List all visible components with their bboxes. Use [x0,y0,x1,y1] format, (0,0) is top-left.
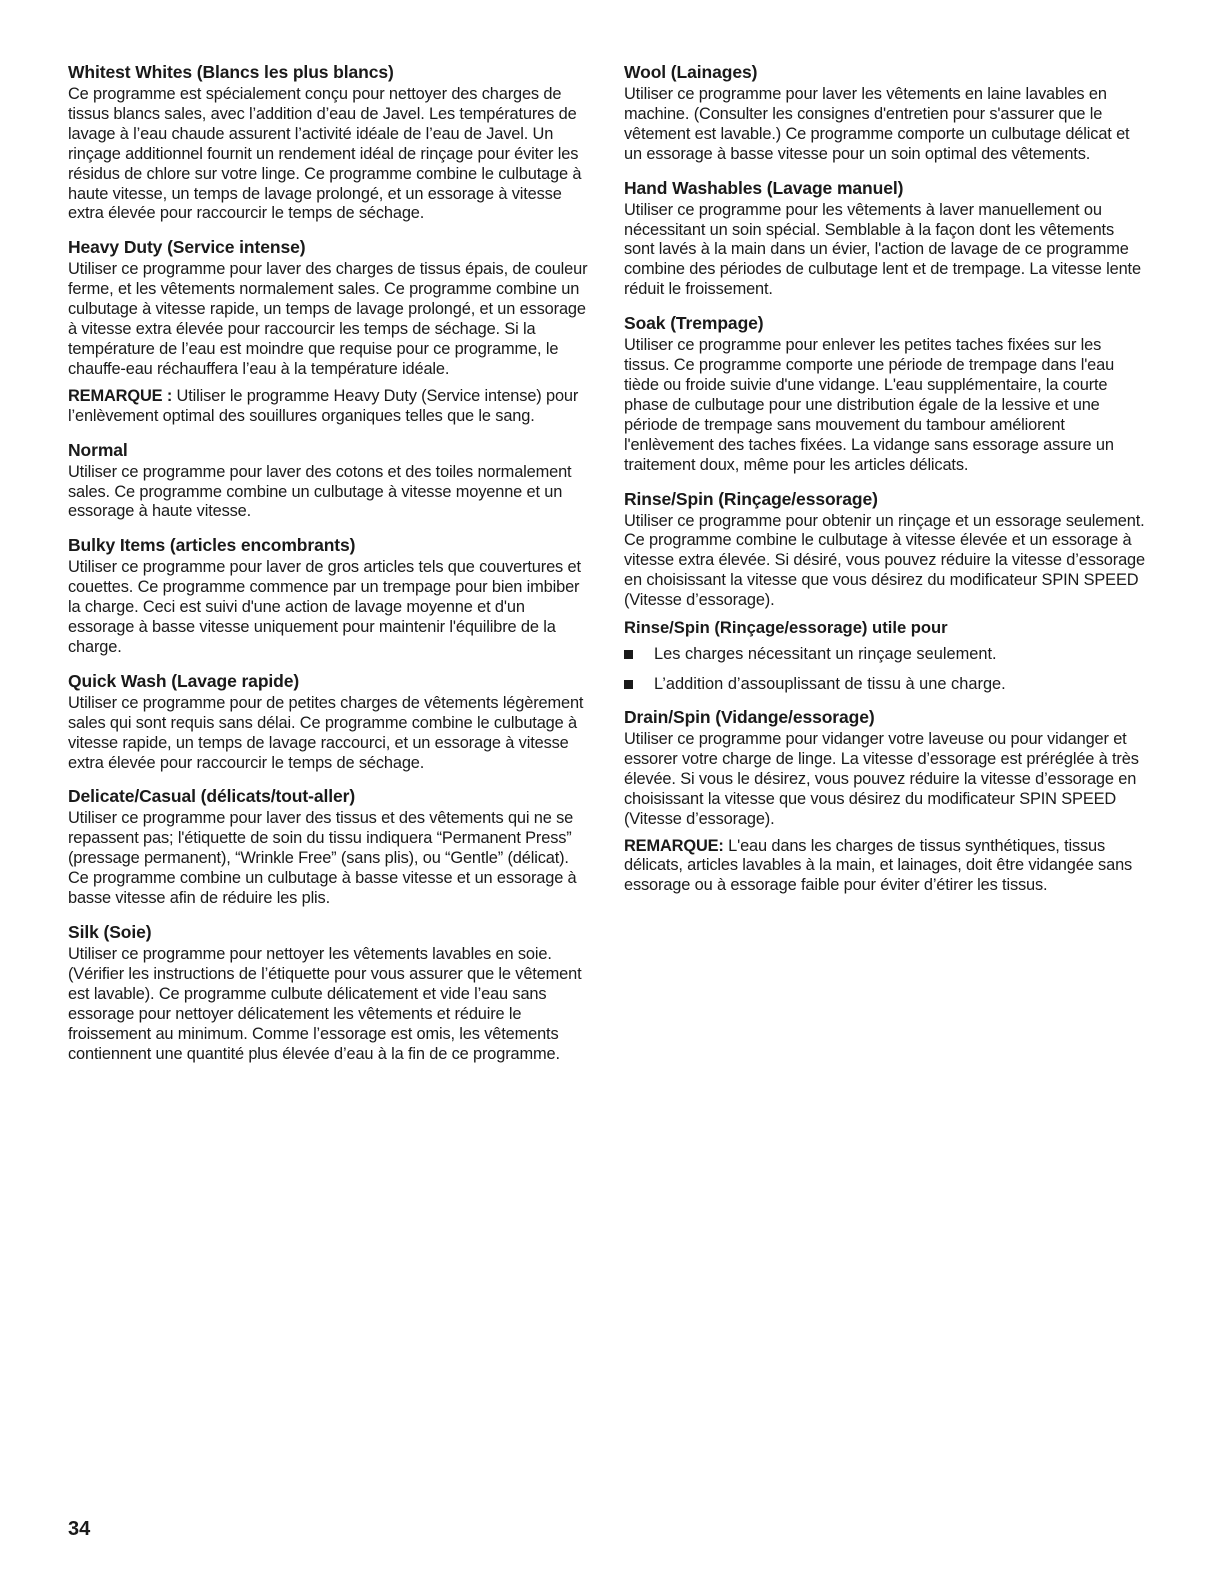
section-title: Bulky Items (articles encombrants) [68,535,356,556]
right-column [624,62,1146,909]
section-title: Quick Wash (Lavage rapide) [68,670,300,691]
section-title: Silk (Soie) [68,922,152,942]
section-title: Heavy Duty (Service intense) [68,237,306,258]
left-column [68,62,590,1077]
section-rinse-spin [624,489,1146,695]
section-title: Hand Washables (Lavage manuel) [624,177,904,198]
note-text: L'eau dans les charges de tissus synthétiques, tissus délicats, articles lavables à la main, et lainages, doit être vidangée sans essorage ou à essorage faible pour éviter d’étirer les tissus. [624,836,1133,895]
page-number: 34 [68,1518,91,1540]
section-drain-spin [624,707,1146,896]
section-body: Ce programme est spécialement conçu pour nettoyer des charges de tissus blancs sales, avec l’addition d’eau de Javel. Les températures de lavage à l’eau chaude assurent l’activité idéale de l’eau de Javel. Un rinçage additionnel fournit un rendement idéal de rinçage pour éviter les résidus de chlore sur votre linge. Ce programme combine le culbutage à haute vitesse, un temps de lavage prolongé, et un essorage à vitesse extra élevée pour raccourcir le temps de séchage. [68,85,582,223]
section-bulky-items [68,535,590,658]
section-quick-wash [68,671,590,774]
section-body: Utiliser ce programme pour nettoyer les vêtements lavables en soie. (Vérifier les instructions de l’étiquette pour vous assurer que le vêtement est lavable). Ce programme culbute délicatement et vide l’eau sans essorage pour nettoyer délicatement les vêtements et réduire le froissement au minimum. Comme l’essorage est omis, les vêtements contiennent une quantité plus élevée d’eau à la fin de ce programme. [68,945,582,1063]
note-label: REMARQUE: [624,836,724,855]
section-body: Utiliser ce programme pour de petites charges de vêtements légèrement sales qui sont requis sans délai. Ce programme combine le culbutage à vitesse rapide, un temps de lavage raccourci, et un essorage à vitesse extra élevée pour raccourcir le temps de séchage. [68,693,584,772]
note-text: Utiliser le programme Heavy Duty (Service intense) pour l’enlèvement optimal des souillures organiques telles que le sang. [68,386,579,425]
section-title: Soak (Trempage) [624,313,764,334]
section-body: Utiliser ce programme pour enlever les petites taches fixées sur les tissus. Ce programme comporte une période de trempage dans l'eau tiède ou froide suivie d'une vidange. L'eau supplémentaire, la courte phase de culbutage pour une distribution égale de la lessive et une période de trempage sans mouvement du tambour améliorent l'enlèvement des taches fixées. La vidange sans essorage assure un traitement doux, même pour les articles délicats. [624,336,1115,474]
section-heavy-duty [68,237,590,426]
list-item [624,674,1146,694]
section-title: Whitest Whites (Blancs les plus blancs) [68,62,394,82]
section-hand-washables [624,178,1146,301]
section-body: Utiliser ce programme pour vidanger votre laveuse ou pour vidanger et essorer votre charge de linge. La vitesse d’essorage est préréglée à très élevée. Si vous le désirez, vous pouvez réduire la vitesse d’essorage en choisissant la vitesse que vous désirez du modificateur SPIN SPEED (Vitesse d’essorage). [624,730,1139,828]
section-body: Utiliser ce programme pour les vêtements à laver manuellement ou nécessitant un soin spécial. Semblable à la façon dont les vêtements sont lavés à la main dans un évier, l'action de lavage de ce programme combine des périodes de culbutage lent et de trempage. La vitesse lente réduit le froissement. [624,200,1141,299]
bullet-list [624,644,1146,694]
section-title: Delicate/Casual (délicats/tout-aller) [68,786,356,807]
list-item [624,644,1146,664]
section-silk [68,922,590,1064]
square-bullet-icon [624,650,633,659]
section-body: Utiliser ce programme pour obtenir un rinçage et un essorage seulement. Ce programme combine le culbutage à vitesse élevée et un essorage à vitesse extra élevée. Si désiré, vous pouvez réduire la vitesse d’essorage en choisissant la vitesse que vous désirez du modificateur SPIN SPEED (Vitesse d’essorage). [624,511,1145,610]
note-label: REMARQUE : [68,386,173,405]
section-title: Drain/Spin (Vidange/essorage) [624,707,875,728]
section-title: Wool (Lainages) [624,62,758,82]
section-soak [624,313,1146,475]
square-bullet-icon [624,680,633,689]
section-body: Utiliser ce programme pour laver de gros articles tels que couvertures et couettes. Ce programme commence par un trempage pour bien imbiber la charge. Ceci est suivi d'une action de lavage moyenne et d'un essorage à basse vitesse uniquement pour maintenir l'équilibre de la charge. [68,558,581,656]
section-whitest-whites [68,62,590,224]
section-title: Normal [68,439,128,460]
section-wool [624,62,1146,165]
section-body: Utiliser ce programme pour laver des tissus et des vêtements qui ne se repassent pas; l'étiquette de soin du tissu indiquera “Permanent Press” (pressage permanent), “Wrinkle Free” (sans plis), ou “Gentle” (délicat). Ce programme combine un culbutage à basse vitesse et un essorage à basse vitesse afin de réduire les plis. [68,809,577,908]
section-body: Utiliser ce programme pour laver des charges de tissus épais, de couleur ferme, et les vêtements normalement sales. Ce programme combine un culbutage à vitesse rapide, un temps de lavage prolongé, et un essorage à vitesse extra élevée pour raccourcir les temps de séchage. Si la température de l’eau est moindre que requise pour ce programme, le chauffe-eau réchauffera l’eau à la température idéale. [68,260,588,378]
section-delicate-casual [68,786,590,909]
list-item-text: Les charges nécessitant un rinçage seulement. [654,645,997,664]
section-body: Utiliser ce programme pour laver les vêtements en laine lavables en machine. (Consulter les consignes d'entretien pour s'assurer que le vêtement est lavable.) Ce programme comporte un culbutage délicat et un essorage à basse vitesse pour un soin optimal des vêtements. [624,85,1130,163]
section-subheading: Rinse/Spin (Rinçage/essorage) utile pour [624,618,948,638]
note-paragraph [68,387,590,427]
section-normal [68,440,590,523]
list-item-text: L’addition d’assouplissant de tissu à une charge. [654,675,1006,694]
note-paragraph [624,837,1146,897]
section-title: Rinse/Spin (Rinçage/essorage) [624,488,878,509]
section-body: Utiliser ce programme pour laver des cotons et des toiles normalement sales. Ce programme combine un culbutage à vitesse moyenne et un essorage à haute vitesse. [68,462,572,521]
